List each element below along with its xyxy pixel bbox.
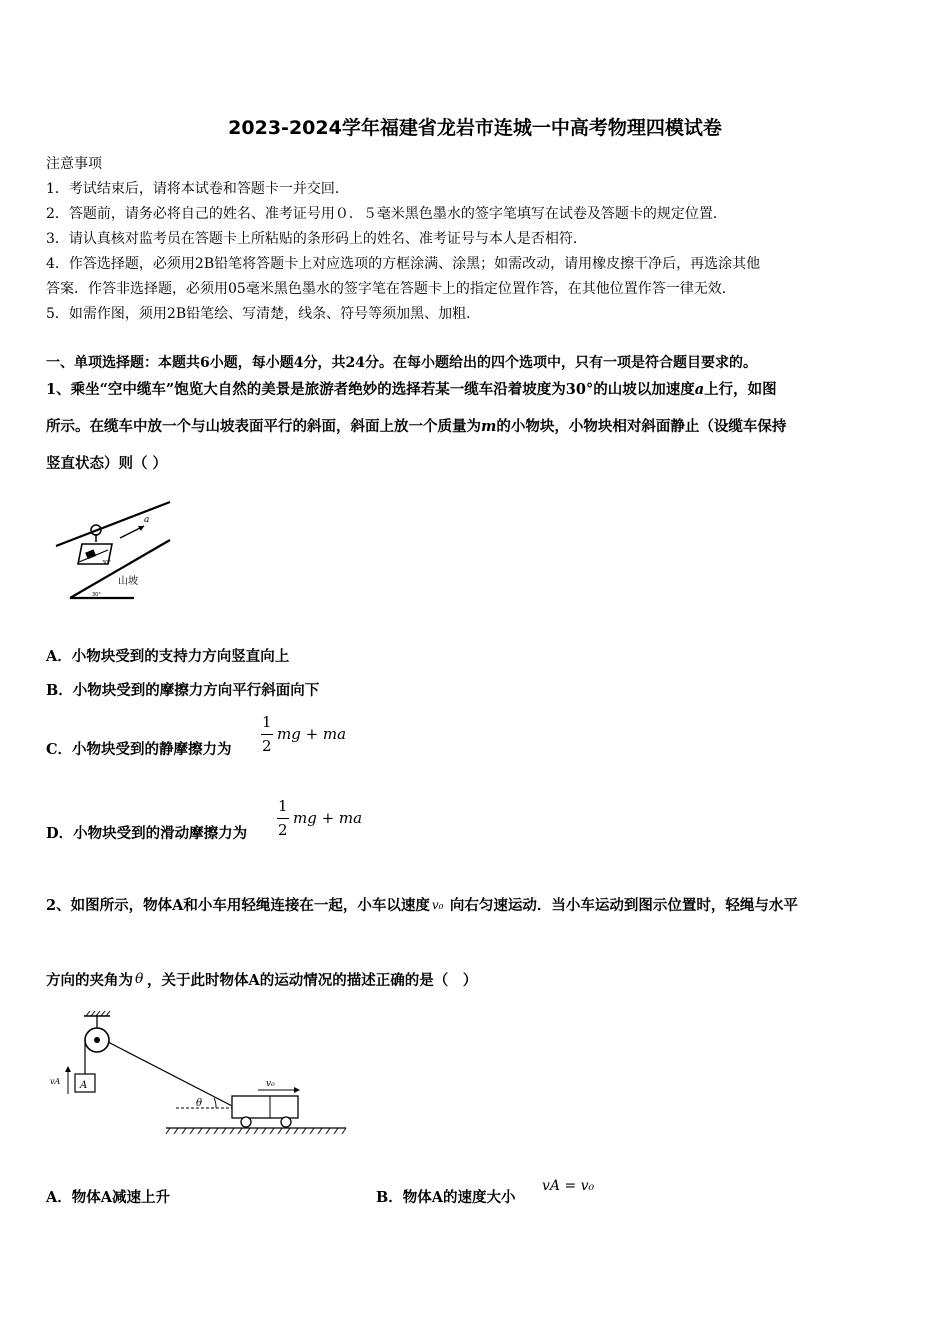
q2-stem-line2 [46, 969, 477, 990]
q2-line2-text: 方向的夹角为 [46, 972, 133, 989]
a-symbol: a [694, 381, 705, 398]
notice-item: 4．作答选择题，必须用2B铅笔将答题卡上对应选项的方框涂满、涂黑；如需改动，请用橡皮擦干净后，再选涂其他 [46, 256, 761, 272]
q1-option-d: D．小物块受到的滑动摩擦力为 [46, 825, 248, 842]
theta-symbol: θ [135, 971, 144, 987]
notice-item: 2．答题前，请务必将自己的姓名、准考证号用０．５毫米黑色墨水的签字笔填写在试卷及答题卡的规定位置． [46, 206, 727, 222]
formula-rest: mg + ma [293, 809, 363, 827]
fig2-theta-label: θ [196, 1098, 203, 1109]
fig1-angle-label-2: 30° [92, 592, 101, 598]
q1-option-c-formula [262, 713, 372, 763]
v0-symbol: v₀ [431, 898, 444, 912]
m-symbol: m [481, 418, 497, 435]
q1-stem-line2 [46, 415, 786, 436]
notice-heading: 注意事项 [46, 156, 102, 172]
fraction-numerator: 1 [278, 797, 288, 815]
notice-item: 3．请认真核对监考员在答题卡上所粘贴的条形码上的姓名、准考证号与本人是否相符． [46, 231, 587, 247]
q1-option-c: C．小物块受到的静摩擦力为 [46, 741, 232, 758]
q2-option-b-formula: vA = v₀ [542, 1178, 595, 1194]
q2-line2-end: ，关于此时物体A的运动情况的描述正确的是（ ） [147, 972, 478, 989]
q1-line1-end: 上行，如图 [704, 381, 777, 398]
fraction-denominator: 2 [262, 737, 272, 755]
q1-option-a: A．小物块受到的支持力方向竖直向上 [46, 648, 290, 665]
q2-option-b: B．物体A的速度大小 [376, 1189, 516, 1206]
q1-option-b: B．小物块受到的摩擦力方向平行斜面向下 [46, 682, 320, 699]
fig2-va-label: vA [50, 1077, 61, 1086]
fig1-a-label: a [144, 515, 150, 525]
q2-line1-end: 向右匀速运动．当小车运动到图示位置时，轻绳与水平 [449, 897, 798, 914]
q1-cable-car-figure [52, 498, 182, 610]
notice-item: 1．考试结束后，请将本试卷和答题卡一并交回． [46, 181, 349, 197]
notice-item: 5．如需作图，须用2B铅笔绘、写清楚，线条、符号等须加黑、加粗． [46, 306, 481, 322]
fig2-v0-label: v₀ [266, 1079, 275, 1089]
q1-stem-line1 [46, 378, 777, 399]
fraction-denominator: 2 [278, 821, 288, 839]
q1-line2-text: 所示。在缆车中放一个与山坡表面平行的斜面，斜面上放一个质量为 [46, 418, 481, 435]
q1-line2-end: 的小物块，小物块相对斜面静止（设缆车保持 [496, 418, 787, 435]
notice-item: 答案．作答非选择题，必须用05毫米黑色墨水的签字笔在答题卡上的指定位置作答，在其他位置作答一律无效． [46, 281, 736, 297]
fig2-block-label: A [80, 1080, 88, 1091]
q1-stem-line3: 竖直状态）则（ ） [46, 455, 168, 472]
page-title: 2023-2024学年福建省龙岩市连城一中高考物理四模试卷 [228, 117, 722, 139]
fraction-numerator: 1 [262, 713, 272, 731]
q2-line1-text: 2、如图所示，物体A和小车用轻绳连接在一起，小车以速度 [46, 897, 430, 914]
q1-option-d-formula [278, 797, 388, 847]
formula-rest: mg + ma [277, 725, 347, 743]
fig1-angle-label-1: 30° [102, 560, 111, 566]
fig1-slope-label: 山坡 [118, 576, 138, 587]
q2-stem-line1 [46, 894, 798, 915]
section-heading: 一、单项选择题：本题共6小题，每小题4分，共24分。在每小题给出的四个选项中，只有一项是符合题目要求的。 [46, 355, 757, 371]
q2-pulley-figure [46, 1010, 356, 1138]
q2-option-a: A．物体A减速上升 [46, 1189, 170, 1206]
q1-line1-text: 1、乘坐“空中缆车”饱览大自然的美景是旅游者绝妙的选择若某一缆车沿着坡度为30°的山坡以加速度 [46, 381, 695, 398]
